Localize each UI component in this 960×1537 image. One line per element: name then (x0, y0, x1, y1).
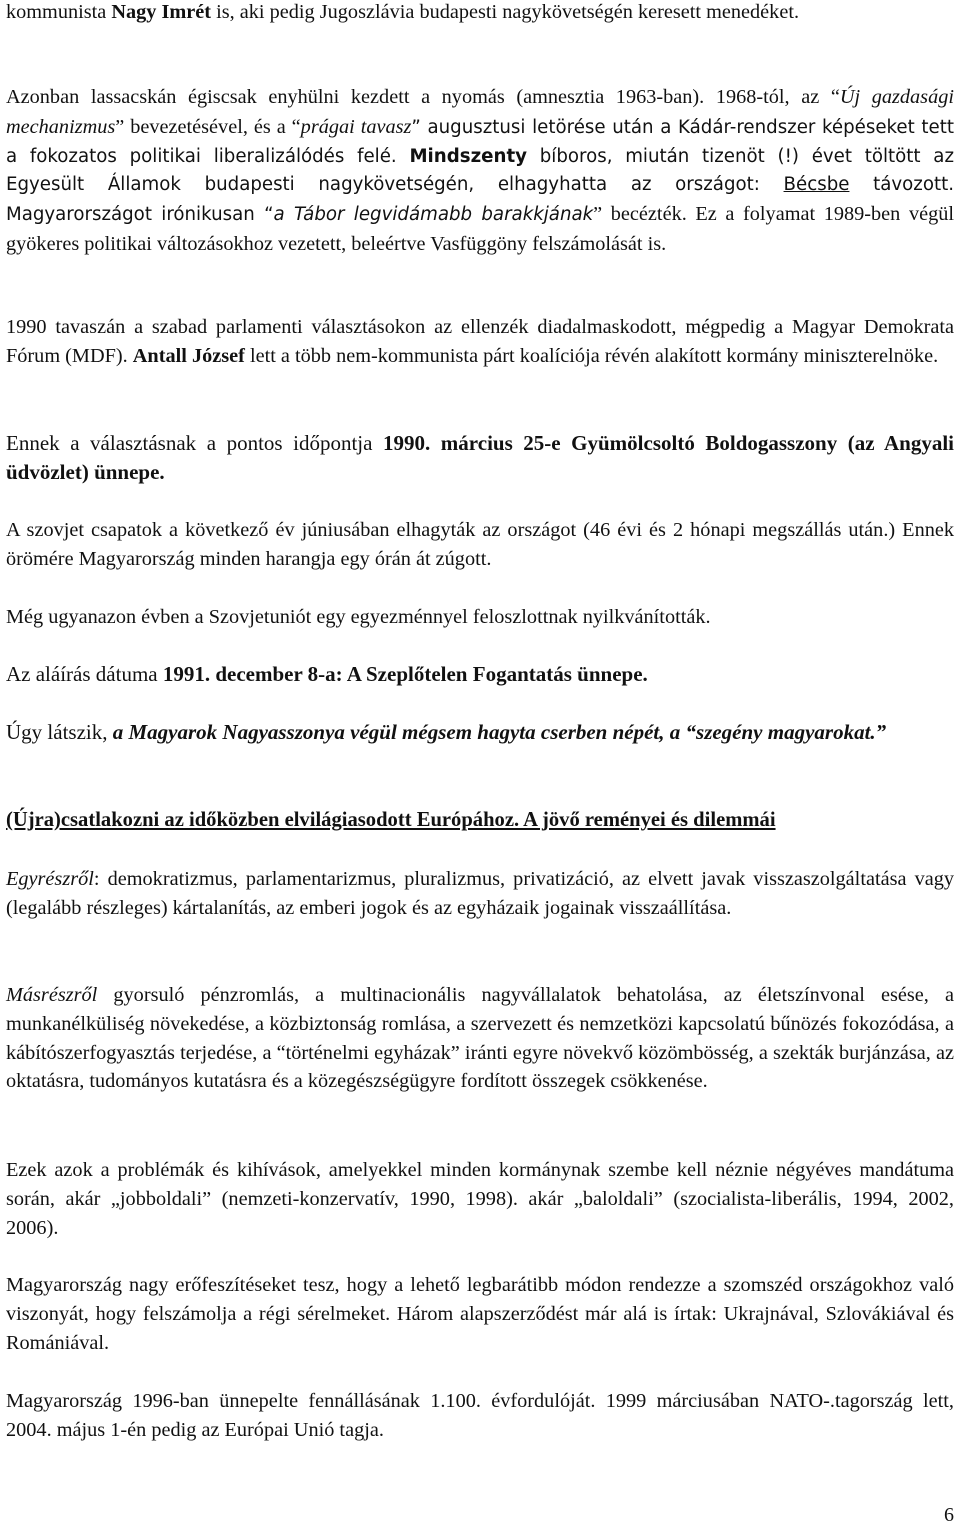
paragraph-szovjetunio: Még ugyanazon évben a Szovjetuniót egy egyezménnyel feloszlottnak nyilkvánították. (6, 606, 711, 628)
bold-italic-nagyasszonya: a Magyarok Nagyasszonya végül mégsem hagyta cserben népét, a “szegény magyarokat.” (112, 720, 887, 744)
bold-datum-1990: 1990. március 25-e Gyümölcsoltó Boldogasszony (az Angyali üdvözlet) ünnepe. (6, 431, 954, 484)
italic-egyreszrol: Egyrészről (6, 868, 94, 890)
paragraph-alairas: Az aláírás dátuma 1991. december 8-a: A Szeplőtelen Fogantatás ünnepe. (6, 662, 648, 686)
italic-uj-gazdasagi: Új gazdasági mechanizmus (6, 86, 954, 138)
paragraph-egyreszrol: Egyrészről: demokratizmus, parlamentarizmus, pluralizmus, privatizáció, az elvett javak visszaszolgáltatása vagy (legalább részleges) kártalanítás, az emberi jogok és az egyházaik jogainak visszaállítása. (6, 868, 954, 919)
page-number: 6 (944, 1504, 954, 1526)
section-heading-europa: (Újra)csatlakozni az időközben elvilágiasodott Európához. A jövő reményei és dilemmái (6, 809, 776, 831)
paragraph-enyhules: Azonban lassacskán égiscsak enyhülni kezdett a nyomás (amnesztia 1963-ban). 1968-tól, az “Új gazdasági mechanizmus” bevezetésével, és a “prágai tavasz” augusztusi letörése után a Kádár-rendszer képéseket tett a fokozatos politikai liberalizálódés felé. Mindszenty bíboros, miután tizenöt (!) évet töltött az Egyesült Államok budapesti nagykövetségén, elhagyhatta az országot: Bécsbe távozott. Magyarországot irónikusan “a Tábor legvidámabb barakkjának” becézték. Ez a folyamat 1989-ben végül gyökeres politikai változásokhoz vezetett, beleértve Vasfüggöny felszámolását is. (6, 86, 954, 255)
paragraph-idopont: Ennek a választásnak a pontos időpontja 1990. március 25-e Gyümölcsoltó Boldogasszony (az Angyali üdvözlet) ünnepe. (6, 431, 954, 484)
name-mindszenty: Mindszenty (409, 145, 527, 167)
paragraph-1990-valasztas: 1990 tavaszán a szabad parlamenti választásokon az ellenzék diadalmaskodott, mégpedig a Magyar Demokrata Fórum (MDF). Antall József lett a több nem-kommunista párt koalíciója révén alakított kormány miniszterelnöke. (6, 316, 954, 367)
italic-pragai-tavasz: prágai tavasz (300, 115, 412, 138)
paragraph-szovjet-csapatok: A szovjet csapatok a következő év júniusában elhagyták az országot (46 évi és 2 hónapi megszállás után.) Ennek örömére Magyarország minden harangja egy órán át zúgott. (6, 519, 954, 570)
bold-datum-1991: 1991. december 8-a: A Szeplőtelen Fogantatás ünnepe. (162, 662, 648, 686)
paragraph-magyarok-nagyasszonya: Úgy látszik, a Magyarok Nagyasszonya végül mégsem hagyta cserben népét, a “szegény magyarokat.” (6, 720, 887, 744)
paragraph-nagy-imre: kommunista Nagy Imrét is, aki pedig Jugoszlávia budapesti nagykövetségén keresett menedéket. (6, 1, 800, 23)
paragraph-masreszrol: Másrészről gyorsuló pénzromlás, a multinacionális nagyvállalatok behatolása, az életszínvonal esése, a munkanélküliség növekedése, a közbiztonság romlása, a szervezett és nemzetközi kapcsolatú bűnözés fokozódása, a kábítószerfogyasztás terjedése, a “történelmi egyházak” iránti egyre növekvő közömbösség, a szekták burjánzása, az oktatásra, tudományos kutatásra és a közegészségügyre fordított összegek csökkenése. (6, 984, 954, 1093)
underlined-becs: Bécsbe (783, 174, 850, 196)
paragraph-kihivasok: Ezek azok a problémák és kihívások, amelyekkel minden kormánynak szembe kell néznie négyéves mandátuma során, akár „jobboldali” (nemzeti-konzervatív, 1990, 1998). akár „baloldali” (szocialista-liberális, 1994, 2002, 2006). (6, 1159, 954, 1239)
name-nagy-imre: Nagy Imrét (111, 1, 212, 23)
name-antall-jozsef: Antall József (132, 344, 245, 367)
paragraph-szomszed-orszagok: Magyarország nagy erőfeszítéseket tesz, hogy a lehető legbarátibb módon rendezze a szomszéd országokhoz való viszonyát, hogy felszámolja a régi sérelmeket. Három alapszerződést már alá is írtak: Ukrajnával, Szlovákiával és Romániával. (6, 1274, 954, 1354)
paragraph-nato-eu: Magyarország 1996-ban ünnepelte fennállásának 1.100. évfordulóját. 1999 márciusában NATO-.tagország lett, 2004. május 1-én pedig az Európai Unió tagja. (6, 1390, 954, 1441)
italic-tabor-barakk: a Tábor legvidámabb barakkjának (273, 204, 594, 226)
italic-masreszrol: Másrészről (6, 984, 98, 1006)
